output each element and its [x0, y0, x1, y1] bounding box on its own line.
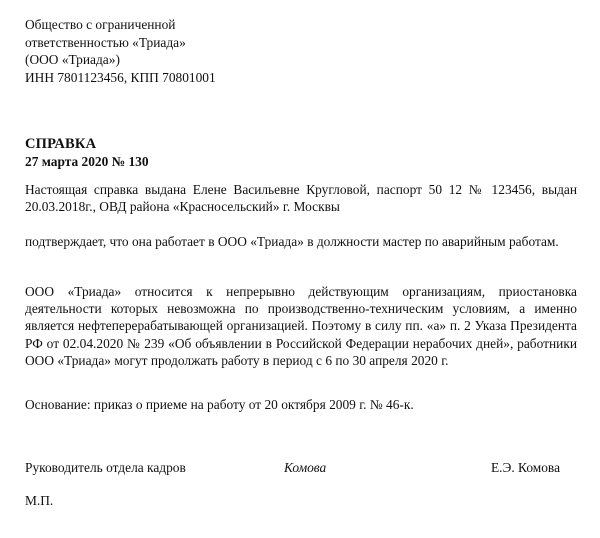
- org-tax-ids: ИНН 7801123456, КПП 70801001: [25, 69, 216, 85]
- signature-row: [0, 460, 600, 478]
- paragraph-confirms: подтверждает, что она работает в ООО «Триада» в должности мастер по аварийным работам.: [25, 234, 559, 249]
- document-heading: [25, 136, 149, 170]
- org-line-1: Общество с ограниченной: [25, 17, 176, 32]
- document-title: СПРАВКА: [25, 136, 97, 152]
- signer-name: Е.Э. Комова: [491, 460, 561, 475]
- organization-header: [25, 16, 216, 86]
- paragraph-issued-to: Настоящая справка выдана Елене Васильевне Кругловой, паспорт 50 12 № 123456, выдан 20.03.2018г., ОВД района «Красносельский» г. Москвы: [25, 182, 577, 215]
- signer-role: Руководитель отдела кадров: [25, 460, 186, 475]
- org-line-3: (ООО «Триада»): [25, 52, 120, 67]
- org-line-2: ответственностью «Триада»: [25, 34, 186, 50]
- document-date-number: 27 марта 2020 № 130: [25, 154, 149, 169]
- paragraph-organization-status: ООО «Триада» относится к непрерывно действующим организациям, приостановка деятельности которых невозможна по производственно-техническим условиям, а именно является нефтеперерабатывающей организацией. Поэтому в силу пп. «а» п. 2 Указа Президента РФ от 02.04.2020 № 239 «Об объявлении в Российской Федерации нерабочих дней», работники ООО «Триада» могут продолжать работу в период с 6 по 30 апреля 2020 г.: [25, 284, 577, 368]
- handwritten-signature: Комова: [284, 460, 327, 475]
- stamp-placeholder: М.П.: [25, 493, 54, 508]
- paragraph-basis: Основание: приказ о приеме на работу от 20 октября 2009 г. № 46-к.: [25, 397, 414, 412]
